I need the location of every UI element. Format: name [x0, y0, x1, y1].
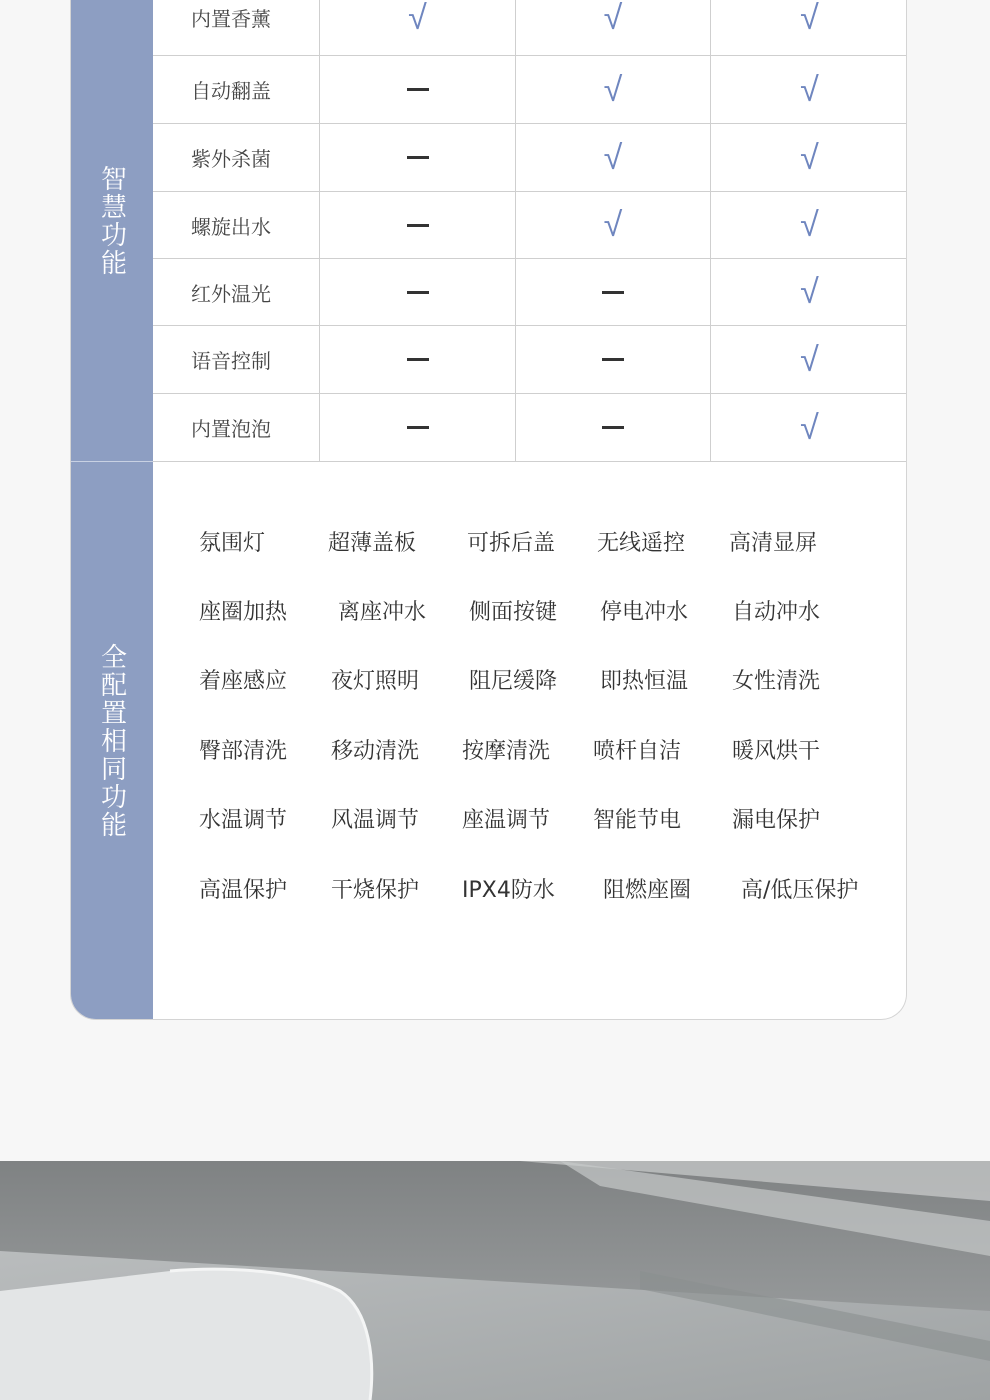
availability-mark: √	[603, 69, 623, 110]
table-row	[153, 394, 907, 461]
feature-item: 智能节电	[593, 808, 682, 833]
table-row	[153, 192, 907, 259]
feature-item: 座温调节	[462, 808, 551, 833]
feature-item: 高清显屏	[729, 531, 818, 556]
table-row	[153, 326, 907, 394]
feature-item: 漏电保护	[732, 808, 821, 833]
availability-mark: √	[800, 0, 819, 38]
availability-mark	[407, 88, 429, 91]
feature-name: 紫外杀菌	[191, 147, 271, 171]
feature-item: 可拆后盖	[467, 531, 556, 556]
table-row	[153, 0, 907, 56]
feature-item: 女性清洗	[732, 669, 821, 694]
availability-mark: √	[603, 137, 623, 178]
table-row	[153, 259, 907, 326]
feature-name: 自动翻盖	[191, 79, 271, 103]
feature-item: 座圈加热	[199, 600, 288, 625]
smart-functions-header	[71, 0, 153, 461]
feature-item: 高/低压保护	[741, 878, 859, 903]
feature-name: 红外温光	[191, 281, 271, 306]
feature-item: 离座冲水	[338, 600, 427, 625]
common-functions-label: 全配置相同功能	[96, 643, 127, 839]
availability-mark: √	[408, 0, 427, 38]
smart-functions-table	[153, 0, 907, 461]
feature-item: 暖风烘干	[732, 739, 821, 764]
availability-mark: √	[603, 0, 623, 38]
common-functions-header	[71, 462, 153, 1020]
smart-functions-label: 智慧功能	[96, 164, 127, 277]
availability-mark: √	[800, 69, 819, 110]
feature-name: 语音控制	[191, 349, 271, 373]
feature-item: 干烧保护	[331, 878, 420, 903]
feature-item: 臀部清洗	[199, 739, 288, 764]
availability-mark	[407, 358, 429, 361]
feature-item: 超薄盖板	[328, 531, 417, 556]
feature-item: 即热恒温	[600, 669, 689, 694]
feature-item: 按摩清洗	[462, 739, 551, 764]
table-row	[153, 124, 907, 192]
availability-mark: √	[800, 339, 819, 380]
feature-item: 阻尼缓降	[469, 669, 558, 694]
availability-mark	[602, 426, 624, 429]
availability-mark	[407, 426, 429, 429]
feature-item: 无线遥控	[597, 531, 686, 556]
availability-mark: √	[800, 407, 819, 448]
product-photo	[0, 1161, 990, 1400]
availability-mark	[602, 358, 624, 361]
feature-name: 内置香薰	[191, 7, 271, 31]
product-photo-graphic	[0, 1161, 990, 1400]
availability-mark	[602, 291, 624, 294]
availability-mark	[407, 291, 429, 294]
availability-mark: √	[603, 205, 623, 245]
availability-mark: √	[800, 137, 819, 178]
feature-item: 氛围灯	[199, 531, 266, 556]
feature-name: 螺旋出水	[191, 214, 271, 239]
feature-item: 水温调节	[199, 808, 288, 833]
common-features-grid	[153, 462, 907, 1020]
feature-item: 高温保护	[199, 878, 288, 903]
availability-mark	[407, 156, 429, 159]
feature-item: 自动冲水	[732, 600, 821, 625]
availability-mark	[407, 224, 429, 227]
availability-mark: √	[800, 272, 819, 312]
table-row	[153, 56, 907, 124]
feature-item: 停电冲水	[600, 600, 689, 625]
feature-item: 移动清洗	[331, 739, 420, 764]
feature-item: 着座感应	[199, 669, 288, 694]
feature-name: 内置泡泡	[191, 417, 271, 441]
feature-item: 喷杆自洁	[593, 739, 682, 764]
availability-mark: √	[800, 205, 819, 245]
comparison-table-card	[70, 0, 907, 1020]
feature-item: 侧面按键	[469, 600, 558, 625]
feature-item: 阻燃座圈	[603, 878, 692, 903]
feature-item: 风温调节	[331, 808, 420, 833]
feature-item: 夜灯照明	[331, 669, 420, 694]
feature-item: IPX4防水	[462, 878, 555, 903]
